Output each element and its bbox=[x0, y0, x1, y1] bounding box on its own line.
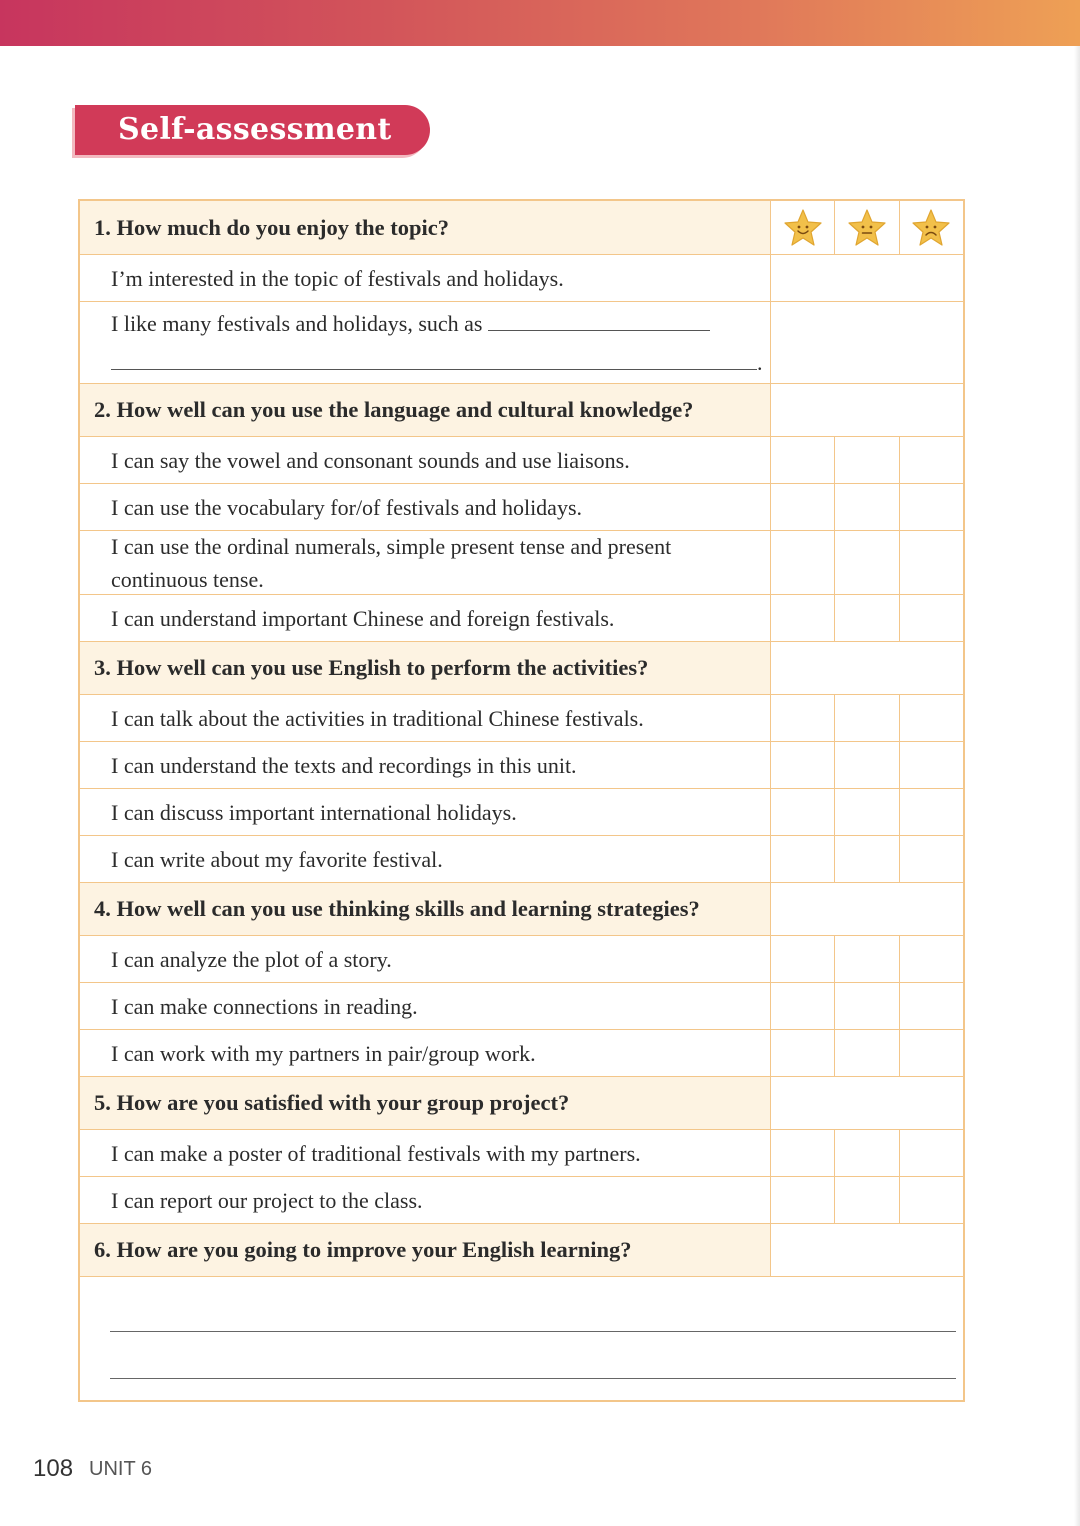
writing-area[interactable] bbox=[80, 1277, 963, 1400]
statement: I like many festivals and holidays, such as bbox=[111, 310, 483, 336]
rating-header-blank bbox=[771, 384, 963, 436]
rating-cell[interactable] bbox=[899, 1177, 963, 1223]
rating-cell[interactable] bbox=[834, 1177, 898, 1223]
rating-cell[interactable] bbox=[771, 936, 834, 982]
statement: I’m interested in the topic of festivals and holidays. bbox=[80, 255, 771, 301]
writing-line[interactable] bbox=[110, 1331, 956, 1332]
section-heading: 2. How well can you use the language and cultural knowledge? bbox=[80, 384, 771, 436]
rating-cells bbox=[771, 1177, 963, 1223]
statement-row bbox=[80, 695, 963, 742]
rating-cell[interactable] bbox=[899, 1030, 963, 1076]
statement-row bbox=[80, 983, 963, 1030]
rating-header-cell bbox=[771, 201, 834, 254]
rating-cells bbox=[771, 742, 963, 788]
statement-row bbox=[80, 484, 963, 531]
self-assessment-table bbox=[78, 199, 965, 1402]
rating-cell[interactable] bbox=[899, 789, 963, 835]
rating-cell[interactable] bbox=[899, 936, 963, 982]
rating-cell[interactable] bbox=[834, 437, 898, 483]
rating-cell[interactable] bbox=[834, 789, 898, 835]
rating-cells bbox=[771, 302, 963, 383]
rating-cells bbox=[771, 531, 963, 594]
statement-row bbox=[80, 595, 963, 642]
rating-cells bbox=[771, 484, 963, 530]
rating-cells bbox=[771, 1030, 963, 1076]
rating-cell[interactable] bbox=[899, 531, 963, 594]
statement: I can talk about the activities in traditional Chinese festivals. bbox=[80, 695, 771, 741]
statement: I can discuss important international holidays. bbox=[80, 789, 771, 835]
happy-star-icon bbox=[783, 208, 823, 248]
section-heading: 6. How are you going to improve your English learning? bbox=[80, 1224, 771, 1276]
rating-cell[interactable] bbox=[834, 836, 898, 882]
rating-cell[interactable] bbox=[834, 742, 898, 788]
statement-row bbox=[80, 531, 963, 595]
statement-row bbox=[80, 1130, 963, 1177]
statement-row bbox=[80, 836, 963, 883]
rating-cell[interactable] bbox=[899, 595, 963, 641]
rating-cell[interactable] bbox=[834, 983, 898, 1029]
statement-row bbox=[80, 437, 963, 484]
statement-row bbox=[80, 255, 963, 302]
rating-cell[interactable] bbox=[771, 1177, 834, 1223]
rating-cell[interactable] bbox=[899, 836, 963, 882]
rating-cell[interactable] bbox=[899, 1130, 963, 1176]
rating-cell[interactable] bbox=[834, 531, 898, 594]
section-heading: 3. How well can you use English to perform the activities? bbox=[80, 642, 771, 694]
rating-cells bbox=[771, 695, 963, 741]
rating-header-blank bbox=[771, 1224, 963, 1276]
rating-cell[interactable] bbox=[771, 437, 834, 483]
rating-cells bbox=[771, 983, 963, 1029]
rating-cells bbox=[771, 836, 963, 882]
section-heading-row bbox=[80, 1224, 963, 1277]
rating-cell[interactable] bbox=[834, 936, 898, 982]
rating-cell[interactable] bbox=[899, 484, 963, 530]
rating-cells bbox=[771, 936, 963, 982]
section-heading: 4. How well can you use thinking skills and learning strategies? bbox=[80, 883, 771, 935]
rating-cells bbox=[771, 437, 963, 483]
statement: I can write about my favorite festival. bbox=[80, 836, 771, 882]
rating-cell[interactable] bbox=[834, 1130, 898, 1176]
statement: I can make connections in reading. bbox=[80, 983, 771, 1029]
writing-line[interactable] bbox=[110, 1378, 956, 1379]
section-heading-row bbox=[80, 642, 963, 695]
page-edge bbox=[1074, 46, 1080, 1526]
statement-with-blank bbox=[80, 302, 771, 383]
rating-header-blank bbox=[771, 1077, 963, 1129]
rating-cell[interactable] bbox=[771, 1130, 834, 1176]
rating-cell[interactable] bbox=[834, 1030, 898, 1076]
section-heading: 1. How much do you enjoy the topic? bbox=[80, 201, 771, 254]
rating-cell[interactable] bbox=[899, 742, 963, 788]
rating-header-cell bbox=[899, 201, 963, 254]
statement: I can understand the texts and recordings in this unit. bbox=[80, 742, 771, 788]
statement: I can analyze the plot of a story. bbox=[80, 936, 771, 982]
rating-cells bbox=[771, 1130, 963, 1176]
rating-cell[interactable] bbox=[834, 695, 898, 741]
top-banner bbox=[0, 0, 1080, 46]
rating-cell[interactable] bbox=[771, 695, 834, 741]
neutral-star-icon bbox=[847, 208, 887, 248]
rating-header bbox=[771, 201, 963, 254]
rating-cell[interactable] bbox=[771, 983, 834, 1029]
rating-cell[interactable] bbox=[834, 484, 898, 530]
page-number: 108 bbox=[33, 1455, 74, 1482]
statement: I can use the vocabulary for/of festivals and holidays. bbox=[80, 484, 771, 530]
period-mark: . bbox=[757, 349, 763, 375]
rating-cell[interactable] bbox=[899, 983, 963, 1029]
rating-header-blank bbox=[771, 883, 963, 935]
sad-star-icon bbox=[911, 208, 951, 248]
section-heading-row bbox=[80, 1077, 963, 1130]
section-heading-row bbox=[80, 201, 963, 255]
rating-cell[interactable] bbox=[771, 484, 834, 530]
rating-cell[interactable] bbox=[834, 595, 898, 641]
statement-row bbox=[80, 936, 963, 983]
section-heading-row bbox=[80, 883, 963, 936]
rating-cell[interactable] bbox=[771, 595, 834, 641]
statement-row bbox=[80, 789, 963, 836]
statement: I can say the vowel and consonant sounds and use liaisons. bbox=[80, 437, 771, 483]
answer-blank[interactable] bbox=[111, 349, 757, 370]
unit-label: UNIT 6 bbox=[89, 1458, 152, 1480]
statement: I can work with my partners in pair/group work. bbox=[80, 1030, 771, 1076]
statement: I can understand important Chinese and foreign festivals. bbox=[80, 595, 771, 641]
statement: I can use the ordinal numerals, simple present tense and present continuous tense. bbox=[80, 531, 771, 594]
answer-blank[interactable] bbox=[488, 330, 710, 331]
rating-cell[interactable] bbox=[899, 437, 963, 483]
statement-row bbox=[80, 302, 963, 384]
statement: I can make a poster of traditional festivals with my partners. bbox=[80, 1130, 771, 1176]
rating-cell[interactable] bbox=[771, 742, 834, 788]
statement: I can report our project to the class. bbox=[80, 1177, 771, 1223]
rating-cell[interactable] bbox=[899, 695, 963, 741]
rating-header-blank bbox=[771, 642, 963, 694]
section-heading: 5. How are you satisfied with your group project? bbox=[80, 1077, 771, 1129]
section-heading-row bbox=[80, 384, 963, 437]
rating-cells bbox=[771, 255, 963, 301]
rating-cell[interactable] bbox=[771, 531, 834, 594]
section-title: Self-assessment bbox=[75, 105, 430, 155]
rating-header-cell bbox=[834, 201, 898, 254]
rating-cell[interactable] bbox=[771, 836, 834, 882]
statement-row bbox=[80, 1177, 963, 1224]
statement-row bbox=[80, 742, 963, 789]
rating-cells bbox=[771, 789, 963, 835]
rating-cells bbox=[771, 595, 963, 641]
rating-cell[interactable] bbox=[771, 1030, 834, 1076]
rating-cell[interactable] bbox=[771, 789, 834, 835]
statement-row bbox=[80, 1030, 963, 1077]
